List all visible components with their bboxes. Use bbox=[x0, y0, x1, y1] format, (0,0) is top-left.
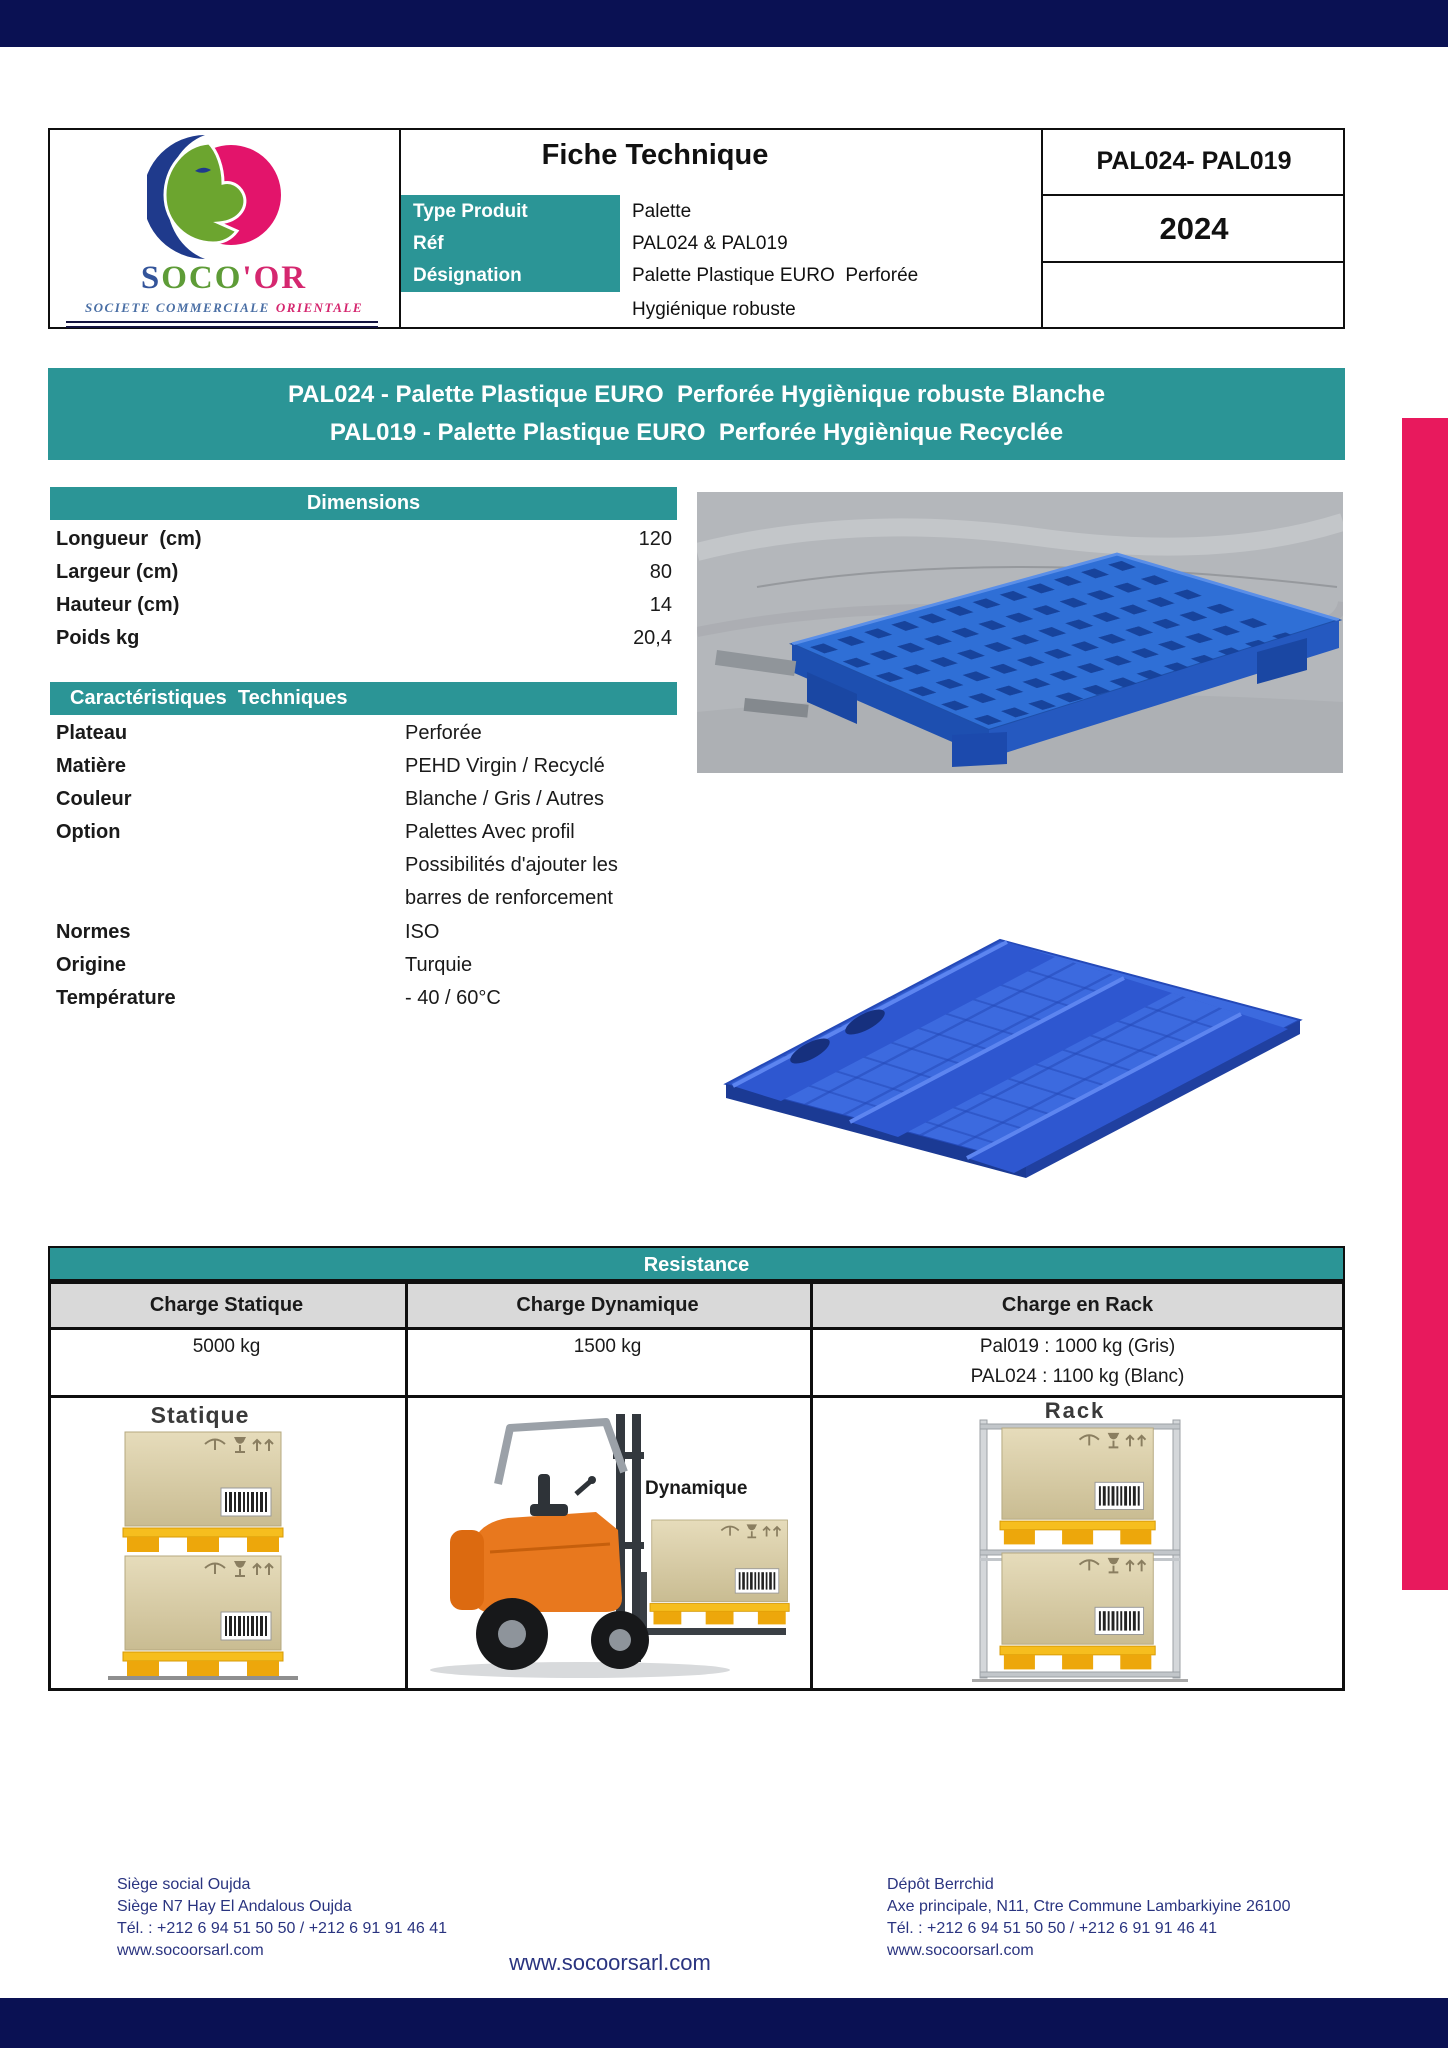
charge-dynamique-header: Charge Dynamique bbox=[516, 1294, 699, 1316]
characteristic-label: Couleur bbox=[56, 788, 132, 810]
dynamique-forklift-image bbox=[420, 1402, 792, 1686]
dimension-label: Largeur (cm) bbox=[56, 561, 179, 583]
characteristic-label: Plateau bbox=[56, 722, 128, 744]
characteristic-value: Palettes Avec profil bbox=[405, 821, 575, 843]
characteristic-label: Température bbox=[56, 987, 176, 1009]
characteristic-value: Perforée bbox=[405, 722, 482, 744]
dimension-label: Longueur (cm) bbox=[56, 528, 202, 550]
pink-side-band bbox=[1402, 418, 1448, 1590]
characteristic-value: barres de renforcement bbox=[405, 887, 613, 909]
designation-value-line1: Palette Plastique EURO Perforée bbox=[632, 265, 919, 286]
footer-website-center: www.socoorsarl.com bbox=[509, 1950, 711, 1975]
charge-statique-header: Charge Statique bbox=[149, 1294, 304, 1316]
product-title-banner bbox=[48, 368, 1345, 460]
footer-address-left bbox=[117, 1874, 447, 1962]
resistance-row-divider bbox=[48, 1327, 1345, 1330]
dimension-value: 80 bbox=[649, 561, 672, 583]
charge-rack-value-line2: PAL024 : 1100 kg (Blanc) bbox=[970, 1366, 1185, 1387]
ref-value: PAL024 & PAL019 bbox=[632, 233, 788, 254]
characteristic-label: Normes bbox=[56, 921, 131, 943]
dimension-value: 120 bbox=[638, 528, 672, 550]
banner-line2: PAL019 - Palette Plastique EURO Perforée Hygiènique Recyclée bbox=[329, 419, 1064, 446]
header-table-divider bbox=[1041, 261, 1345, 263]
ref-label: Réf bbox=[413, 233, 444, 254]
characteristic-label: Option bbox=[56, 821, 121, 843]
statique-stacked-pallets-image bbox=[108, 1430, 298, 1682]
type-produit-label: Type Produit bbox=[413, 201, 528, 222]
dimensions-section-title: Dimensions bbox=[50, 487, 677, 520]
logo-underline bbox=[66, 321, 378, 328]
characteristics-section-title: Caractéristiques Techniques bbox=[50, 682, 677, 715]
characteristic-value: Blanche / Gris / Autres bbox=[405, 788, 604, 810]
characteristic-value: PEHD Virgin / Recyclé bbox=[405, 755, 605, 777]
footer-line: Tél. : +212 6 94 51 50 50 / +212 6 91 91 46 41 bbox=[117, 1920, 448, 1937]
bottom-navy-band bbox=[0, 1998, 1448, 2048]
rack-shelving-image bbox=[972, 1414, 1188, 1686]
charge-dynamique-value: 1500 kg bbox=[573, 1336, 642, 1357]
footer-line: Siège N7 Hay El Andalous Oujda bbox=[117, 1898, 352, 1915]
company-name: SOCO'OR bbox=[140, 260, 308, 296]
dimension-label: Poids kg bbox=[56, 627, 140, 649]
document-title: Fiche Technique bbox=[541, 139, 769, 171]
footer-line: Siège social Oujda bbox=[117, 1876, 251, 1893]
footer-line: Tél. : +212 6 94 51 50 50 / +212 6 91 91 46 41 bbox=[887, 1920, 1218, 1937]
footer-line: Dépôt Berrchid bbox=[887, 1876, 994, 1893]
designation-label: Désignation bbox=[413, 265, 522, 286]
characteristic-value: Possibilités d'ajouter les bbox=[405, 854, 618, 876]
charge-rack-value-line1: Pal019 : 1000 kg (Gris) bbox=[979, 1336, 1176, 1357]
pallet-render-bottom-view bbox=[688, 872, 1328, 1202]
charge-en-rack-header: Charge en Rack bbox=[1001, 1294, 1154, 1316]
characteristic-label: Matière bbox=[56, 755, 127, 777]
company-eagle-logo-icon bbox=[147, 131, 283, 263]
pallet-photo-top bbox=[697, 492, 1343, 773]
dimension-value: 20,4 bbox=[633, 627, 672, 649]
designation-value-line2: Hygiénique robuste bbox=[632, 299, 796, 320]
charge-statique-value: 5000 kg bbox=[192, 1336, 261, 1357]
footer-website-link: www.socoorsarl.com bbox=[117, 1942, 264, 1959]
characteristic-value: ISO bbox=[405, 921, 440, 943]
footer-website-link: www.socoorsarl.com bbox=[887, 1942, 1034, 1959]
type-produit-value: Palette bbox=[632, 201, 692, 222]
characteristic-label bbox=[56, 882, 386, 915]
footer-line: Axe principale, N11, Ctre Commune Lambarkiyine 26100 bbox=[887, 1898, 1291, 1915]
resistance-row-divider bbox=[48, 1395, 1345, 1398]
top-navy-band bbox=[0, 0, 1448, 47]
characteristic-label: Origine bbox=[56, 954, 127, 976]
footer-address-right bbox=[887, 1874, 1290, 1962]
dynamique-image-label: Dynamique bbox=[645, 1478, 748, 1499]
characteristic-value: Turquie bbox=[405, 954, 473, 976]
resistance-section-title: Resistance bbox=[48, 1246, 1345, 1281]
company-tagline: SOCIETE COMMERCIALE ORIENTALE bbox=[84, 300, 364, 315]
product-code: PAL024- PAL019 bbox=[1096, 147, 1292, 175]
statique-image-label: Statique bbox=[150, 1402, 250, 1428]
dimension-label: Hauteur (cm) bbox=[56, 594, 180, 616]
characteristic-label bbox=[56, 849, 386, 882]
rack-image-label: Rack bbox=[1044, 1398, 1106, 1423]
document-year: 2024 bbox=[1159, 211, 1229, 246]
banner-line1: PAL024 - Palette Plastique EURO Perforée Hygiènique robuste Blanche bbox=[287, 381, 1106, 408]
dimension-value: 14 bbox=[649, 594, 672, 616]
characteristic-value: - 40 / 60°C bbox=[405, 987, 501, 1009]
